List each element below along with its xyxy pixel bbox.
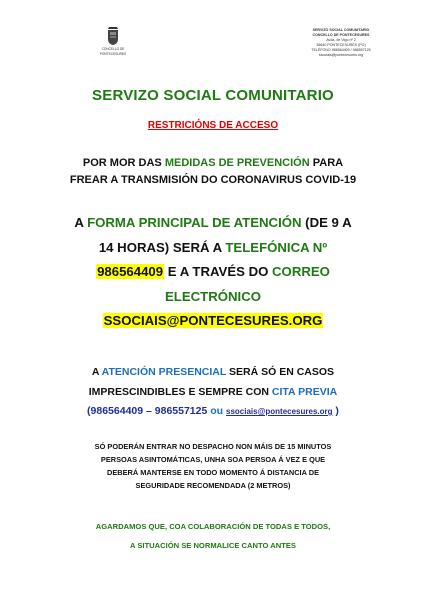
main-line-1 — [40, 211, 386, 236]
presencial-paragraph — [20, 363, 406, 422]
in-person-attention-text: ATENCIÓN PRESENCIAL — [101, 366, 227, 378]
phone-numbers-text: (986564409 – 986557125 — [87, 405, 211, 417]
prevention-measures-text: MEDIDAS DE PREVENCIÓN — [164, 157, 310, 169]
main-line-3 — [40, 260, 386, 285]
rules-paragraph — [30, 440, 396, 492]
closing-paragraph — [40, 517, 386, 555]
presencial-line1-c: SERÁ SÓ EN CASOS — [226, 366, 335, 378]
appointment-text: CITA PREVIA — [271, 385, 338, 398]
email-word-text: CORREO — [272, 264, 330, 279]
phone-number-highlight: 986564409 — [97, 264, 164, 279]
presencial-line-3 — [20, 402, 406, 422]
address-line-2: CONCELLO DE PONTECESURES — [312, 32, 370, 37]
rules-line-1: SÓ PODERÁN ENTRAR NO DESPACHO NON MÁIS DE 15 MINUTOS — [94, 442, 332, 451]
main-contact-paragraph — [40, 211, 386, 334]
address-block — [286, 28, 396, 57]
principal-attention-text: FORMA PRINCIPAL DE ATENCIÓN — [87, 215, 302, 230]
main-line2-a: 14 HORAS) SERÁ A — [98, 239, 226, 255]
presencial-line3-close: ) — [332, 405, 339, 417]
page-subtitle — [0, 120, 426, 131]
main-line-5 — [40, 309, 386, 334]
municipal-seal — [96, 26, 130, 56]
main-line-2 — [40, 236, 386, 261]
rules-line-4: SEGURIDADE RECOMENDADA (2 METROS) — [135, 481, 291, 490]
intro-line-2: FREAR A TRANSMISIÓN DO CORONAVIRUS COVID-19 — [69, 174, 357, 186]
presencial-line-2 — [20, 383, 406, 403]
closing-line-1: AGARDAMOS QUE, COA COLABORACIÓN DE TODAS E TODOS, — [95, 522, 331, 531]
main-line1-a: A — [74, 215, 88, 230]
email-address-highlight: SSOCIAIS@PONTECESURES.ORG — [103, 313, 323, 328]
closing-line-2: A SITUACIÓN SE NORMALICE CANTO ANTES — [130, 541, 296, 550]
seal-caption-line2: PONTECESURES — [99, 52, 127, 56]
address-line-3: Avda. de Vigo nº 2 — [326, 37, 356, 42]
presencial-line1-a: A — [91, 366, 102, 378]
main-line1-c: (DE 9 A — [301, 215, 352, 230]
intro-line1-c: PARA — [309, 157, 344, 169]
rules-line-3: DEBERÁ MANTERSE EN TODO MOMENTO Á DISTANCIA DE — [106, 468, 319, 477]
coat-of-arms-icon — [106, 26, 120, 46]
intro-paragraph — [0, 155, 426, 189]
email-link[interactable]: ssociais@pontecesures.org — [226, 407, 333, 416]
subtitle-text: RESTRICIÓNS DE ACCESO — [147, 120, 279, 131]
intro-line1-a: POR MOR DAS — [82, 157, 165, 169]
page-title: SERVIZO SOCIAL COMUNITARIO — [92, 87, 334, 104]
address-line-5: TELÉFONO 986564409 / 986557125 — [311, 47, 371, 52]
rules-line-2: PERSOAS ASINTOMÁTICAS, UNHA SOA PERSOA Á VEZ E QUE — [100, 455, 326, 464]
presencial-line-1 — [20, 363, 406, 383]
seal-caption-line1: CONCELLO DE — [101, 47, 125, 51]
main-line-4: ELECTRÓNICO — [165, 288, 261, 304]
address-line-1: SERVIZO SOCIAL COMUNITARIO — [312, 28, 370, 32]
address-line-6: ssociais@pontecesures.org — [318, 52, 364, 57]
or-text: ou — [210, 405, 224, 417]
address-line-4: 36640 PONTECESURES (PO) — [316, 42, 366, 47]
main-line3-b: E A TRAVÉS DO — [164, 264, 273, 279]
telephone-text: TELEFÓNICA Nº — [225, 239, 328, 255]
presencial-line2-a: IMPRESCINDIBLES E SEMPRE CON — [88, 385, 272, 398]
intro-line-1 — [0, 155, 426, 172]
